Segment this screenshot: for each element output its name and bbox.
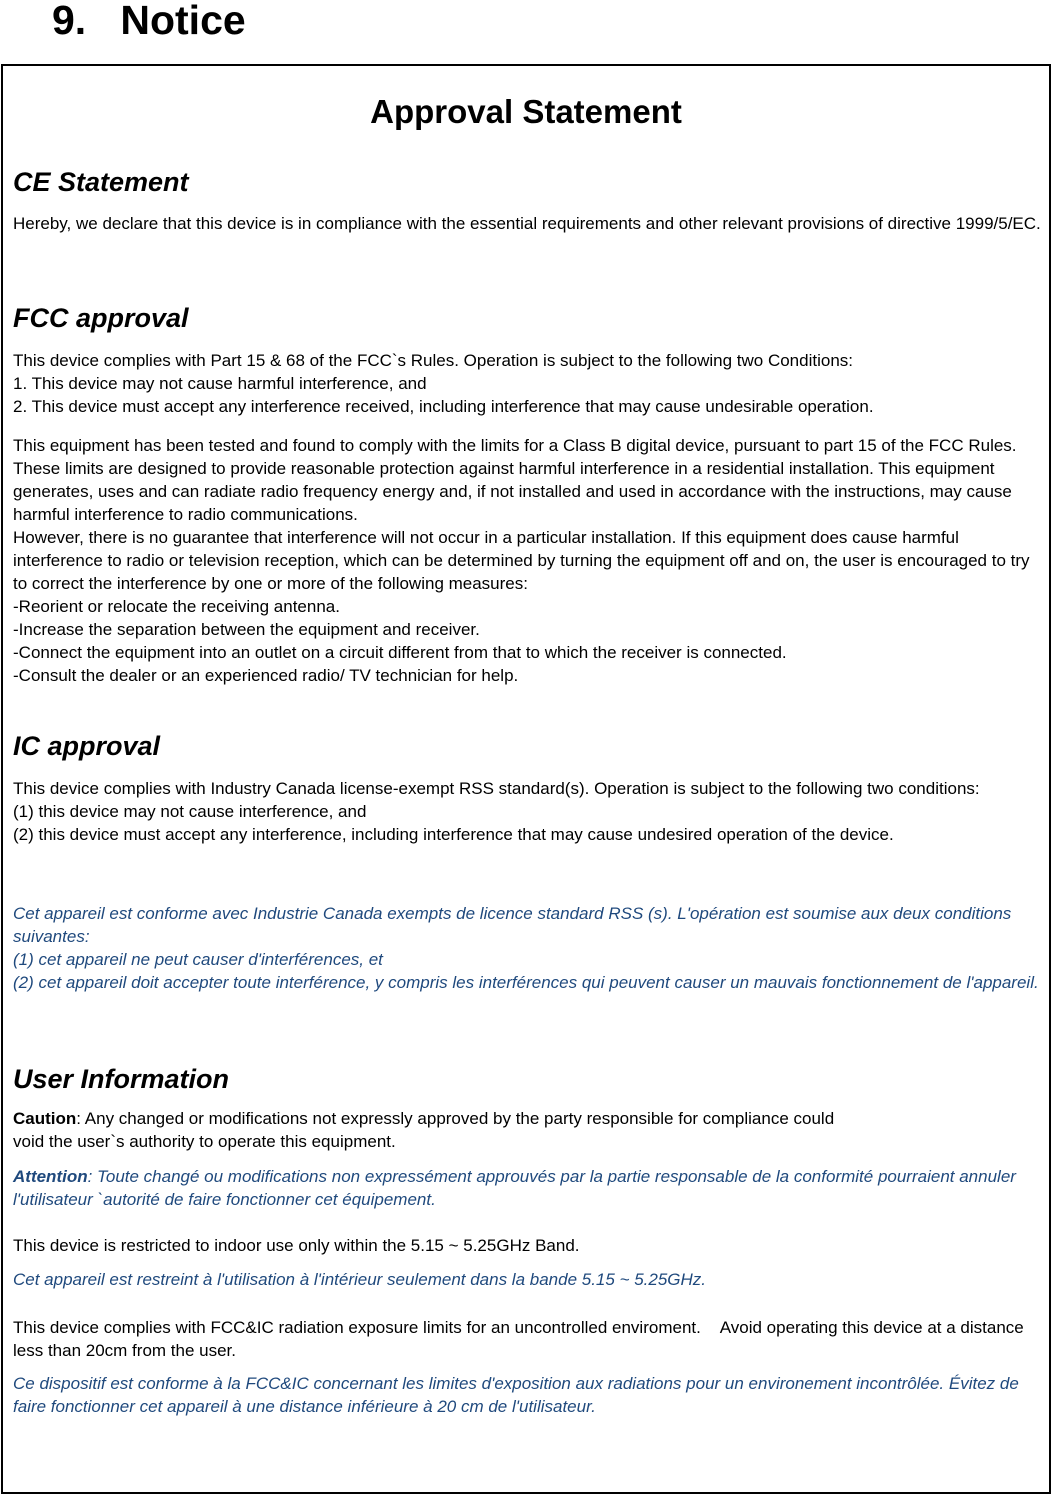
ic-english-line: (2) this device must accept any interference, including interference that may cause undesired operation of the device.	[13, 825, 894, 844]
indoor-use-english: This device is restricted to indoor use only within the 5.15 ~ 5.25GHz Band.	[13, 1236, 580, 1255]
approval-statement-box	[1, 64, 1051, 1494]
ce-statement-heading: CE Statement	[13, 167, 189, 197]
fcc-conditions-text	[13, 349, 1043, 418]
attention-body: : Toute changé ou modifications non expressément approuvés par la partie responsable de la conformité pourraient annuler l'utilisateur `autorité de faire fonctionner cet équipement.	[13, 1167, 1016, 1209]
caution-body-line2: void the user`s authority to operate this equipment.	[13, 1132, 396, 1151]
ic-french-text	[13, 902, 1043, 994]
ic-french-line: (1) cet appareil ne peut causer d'interférences, et	[13, 950, 383, 969]
fcc-conditions-line: This device complies with Part 15 & 68 of the FCC`s Rules. Operation is subject to the following two Conditions:	[13, 351, 853, 370]
fcc-measure-line: -Reorient or relocate the receiving antenna.	[13, 597, 340, 616]
approval-statement-title: Approval Statement	[370, 93, 682, 130]
ic-french-line: (2) cet appareil doit accepter toute interférence, y compris les interférences qui peuvent causer un mauvais fonctionnement de l'appareil.	[13, 973, 1039, 992]
chapter-title: 9. Notice	[52, 0, 246, 43]
caution-label: Caution	[13, 1109, 77, 1128]
fcc-approval-heading: FCC approval	[13, 303, 189, 333]
ic-english-line: (1) this device may not cause interference, and	[13, 802, 367, 821]
ic-approval-heading: IC approval	[13, 731, 161, 761]
ic-english-line: This device complies with Industry Canada license-exempt RSS standard(s). Operation is subject to the following two conditions:	[13, 779, 980, 798]
rf-exposure-french: Ce dispositif est conforme à la FCC&IC concernant les limites d'exposition aux radiations pour un environement incontrôlée. Évitez de faire fonctionner cet appareil à une distance inférieure à 20 cm de l'utilisateur.	[13, 1374, 1019, 1416]
indoor-use-french: Cet appareil est restreint à l'utilisation à l'intérieur seulement dans la bande 5.15 ~ 5.25GHz.	[13, 1270, 707, 1289]
fcc-class-b-line: This equipment has been tested and found to comply with the limits for a Class B digital device, pursuant to part 15 of the FCC Rules. These limits are designed to provide reasonable protection against harmful interference in a residential installation. This equipment generates, uses and can radiate radio frequency energy and, if not installed and used in accordance with the instructions, may cause harmful interference to radio communications.	[13, 436, 1017, 524]
fcc-measure-line: -Consult the dealer or an experienced radio/ TV technician for help.	[13, 666, 519, 685]
caution-text	[13, 1107, 1043, 1153]
attention-label: Attention	[13, 1167, 88, 1186]
fcc-class-b-text	[13, 434, 1043, 687]
caution-body: : Any changed or modifications not expressly approved by the party responsible for compliance could	[76, 1109, 835, 1128]
fcc-measure-line: -Increase the separation between the equipment and receiver.	[13, 620, 480, 639]
fcc-measure-line: -Connect the equipment into an outlet on a circuit different from that to which the receiver is connected.	[13, 643, 787, 662]
fcc-conditions-line: 1. This device may not cause harmful interference, and	[13, 374, 427, 393]
user-information-heading: User Information	[13, 1064, 230, 1094]
ic-french-line: Cet appareil est conforme avec Industrie Canada exempts de licence standard RSS (s). L'opération est soumise aux deux conditions suivantes:	[13, 904, 1012, 946]
ic-english-text	[13, 777, 1043, 846]
attention-text	[13, 1165, 1043, 1211]
fcc-class-b-line: However, there is no guarantee that interference will not occur in a particular installation. If this equipment does cause harmful interference to radio or television reception, which can be determined by turning the equipment off and on, the user is encouraged to try to correct the interference by one or more of the following measures:	[13, 528, 1030, 593]
ce-statement-text: Hereby, we declare that this device is in compliance with the essential requirements and other relevant provisions of directive 1999/5/EC.	[13, 214, 1041, 233]
fcc-conditions-line: 2. This device must accept any interference received, including interference that may cause undesirable operation.	[13, 397, 874, 416]
rf-exposure-english: This device complies with FCC&IC radiation exposure limits for an uncontrolled enviroment. Avoid operating this device at a distance less than 20cm from the user.	[13, 1318, 1024, 1360]
